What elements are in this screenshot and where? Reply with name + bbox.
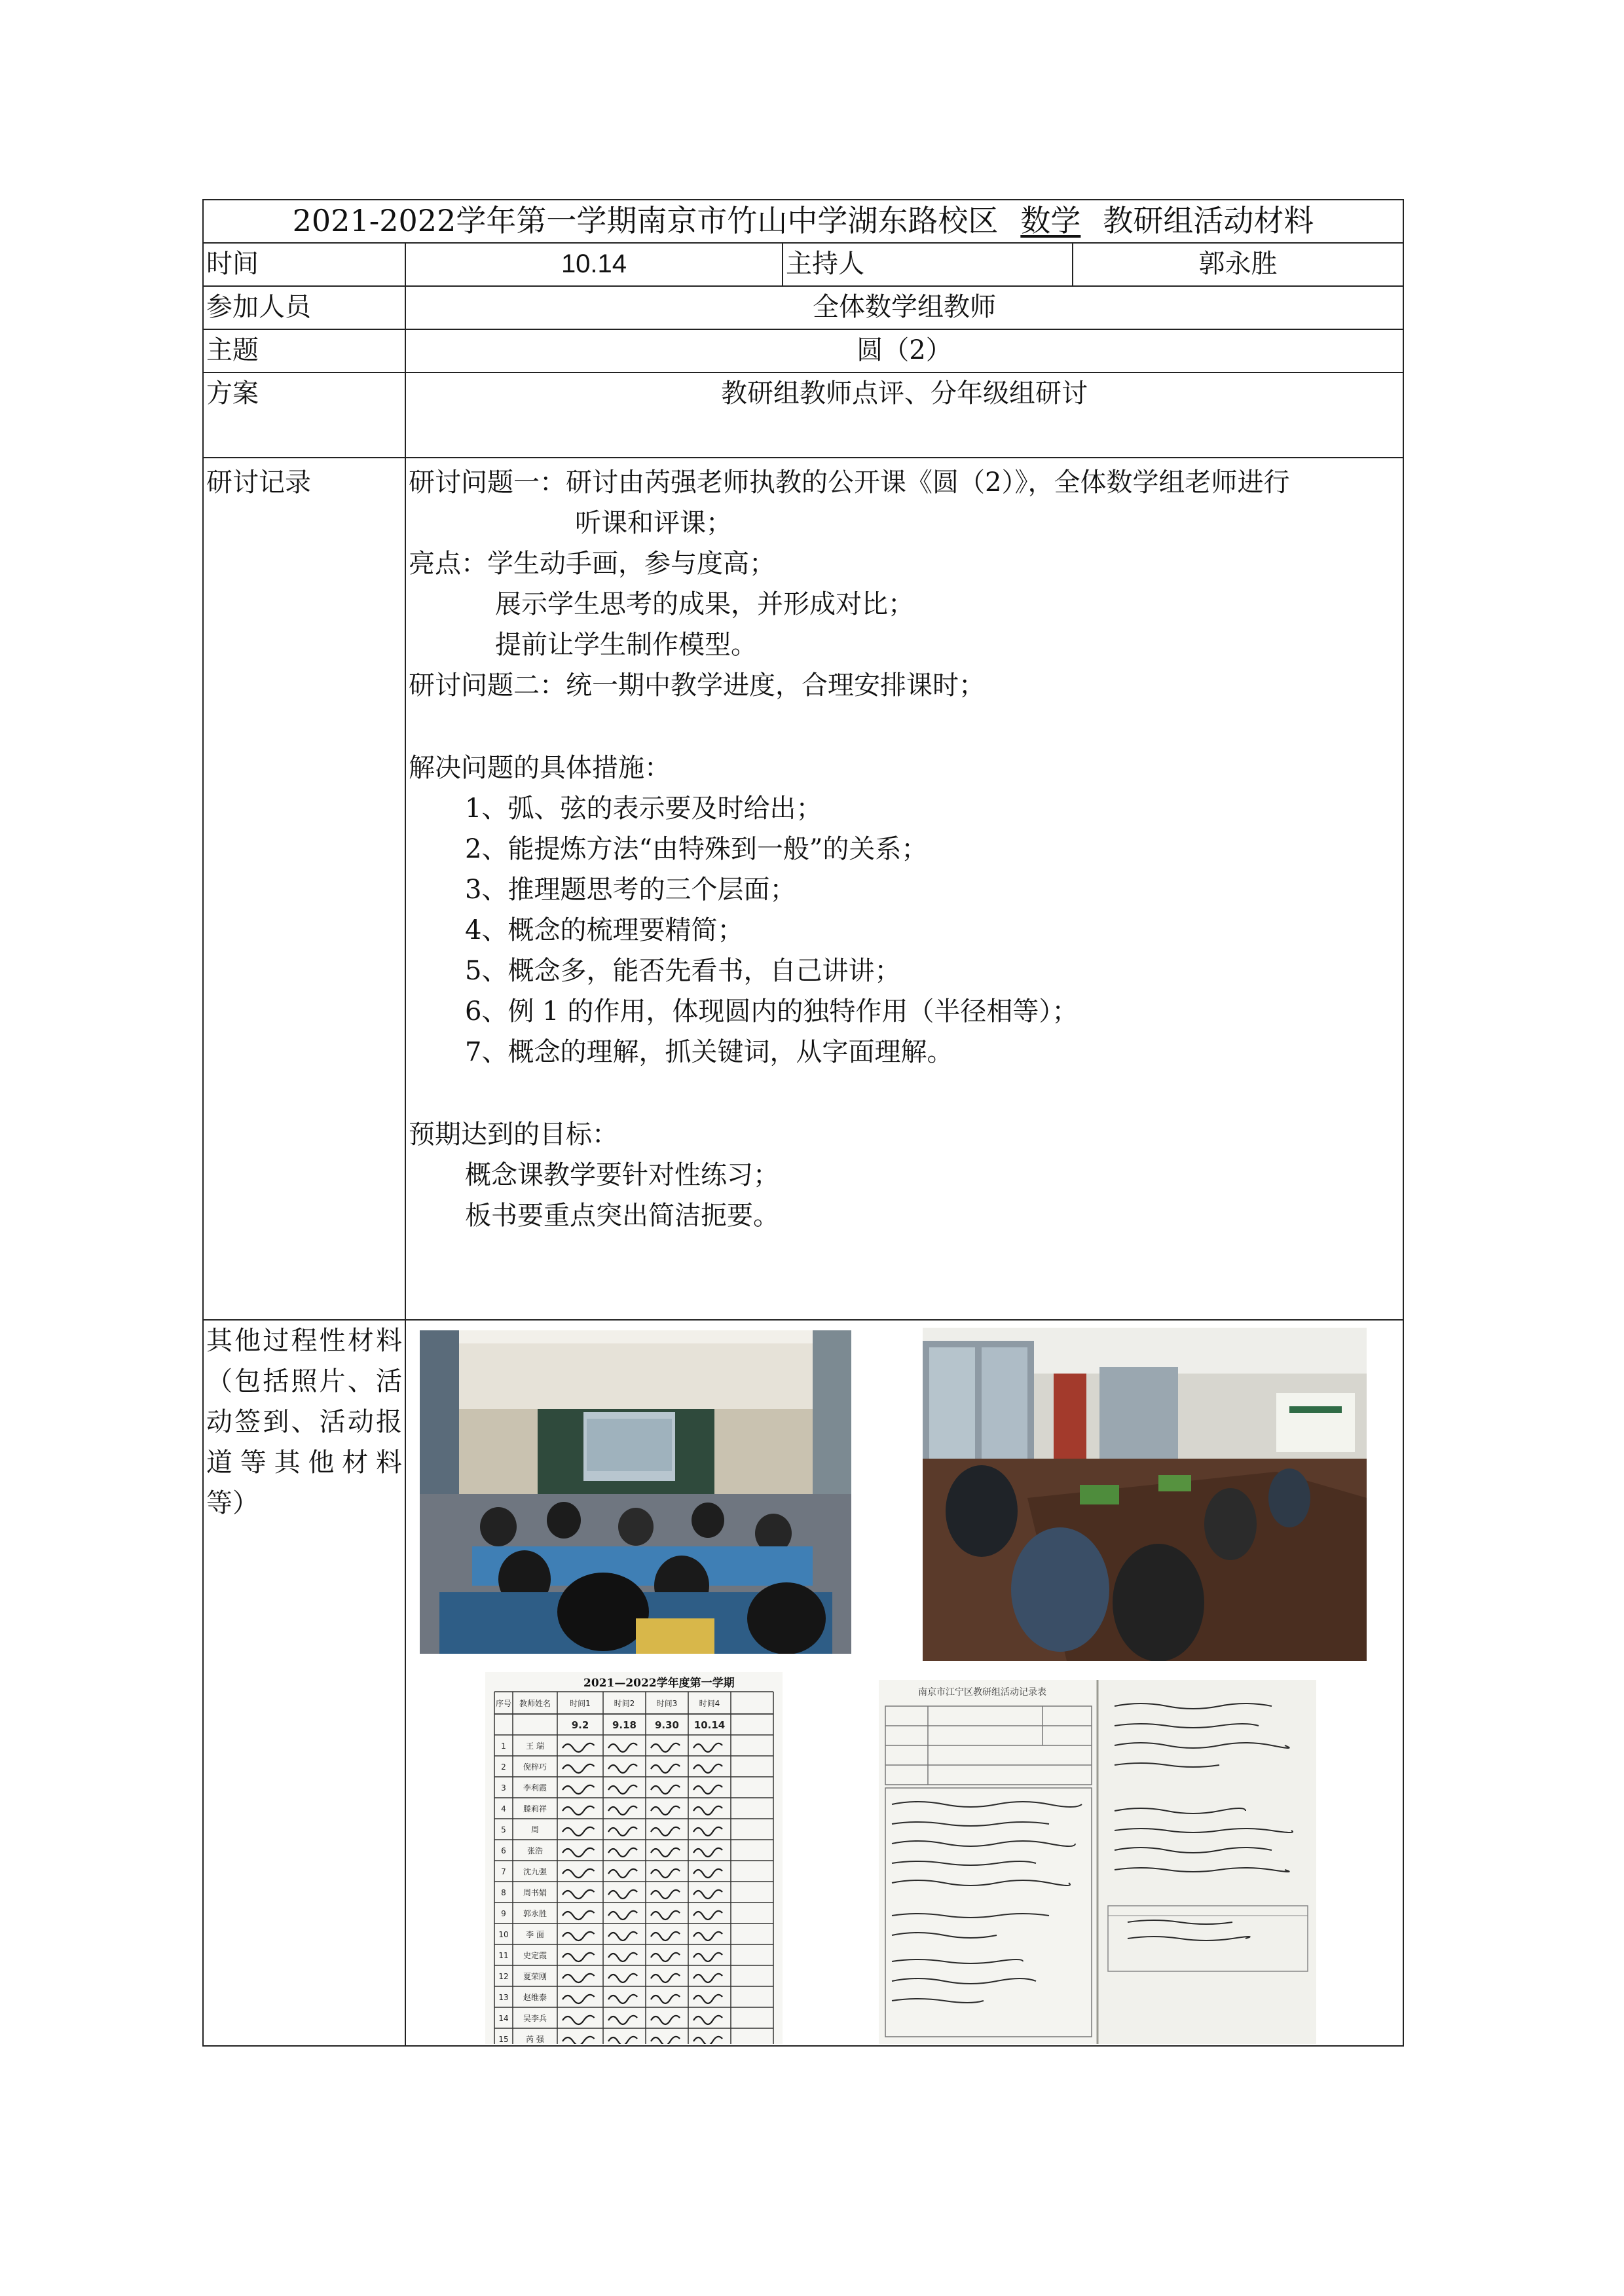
signature-scribble: [608, 2037, 637, 2044]
signin-row-number: 12: [498, 1972, 509, 1981]
signin-teacher-name: 郭永胜: [523, 1909, 547, 1918]
activity-report-photo: [879, 1680, 1316, 2044]
signature-scribble: [563, 1974, 595, 1982]
issue-one-line2: 听课和评课；: [575, 508, 732, 538]
signin-row-number: 7: [501, 1867, 506, 1876]
signature-scribble: [608, 1743, 637, 1752]
signature-scribble: [651, 1974, 680, 1982]
signature-scribble: [651, 2037, 680, 2044]
signature-scribble: [693, 1890, 722, 1899]
meeting-photo: [923, 1328, 1367, 1661]
host-label: 主持人: [783, 243, 1073, 286]
highlight-3: 提前让学生制作模型。: [495, 630, 757, 660]
signin-teacher-name: 夏荣刚: [523, 1972, 547, 1981]
theme-label: 主题: [203, 329, 405, 373]
signature-scribble: [608, 1911, 637, 1920]
signature-scribble: [693, 1806, 722, 1815]
signature-scribble: [651, 1848, 680, 1857]
measure-item: 2、能提炼方法“由特殊到一般”的关系；: [465, 834, 928, 864]
signin-col-header: 时间2: [614, 1699, 635, 1708]
signature-scribble: [651, 1806, 680, 1815]
signature-scribble: [563, 1869, 595, 1878]
goal-item: 板书要重点突出简洁扼要。: [465, 1201, 779, 1231]
signin-date: 9.2: [571, 1719, 589, 1731]
signature-scribble: [563, 1995, 595, 2003]
signature-scribble: [563, 1827, 595, 1836]
signature-scribble: [608, 1932, 637, 1941]
signature-scribble: [651, 1785, 680, 1794]
goals-title: 预期达到的目标：: [409, 1120, 618, 1150]
signin-teacher-name: 周: [530, 1825, 540, 1834]
signature-scribble: [563, 2016, 595, 2024]
signature-scribble: [651, 1869, 680, 1878]
signature-scribble: [651, 2016, 680, 2024]
measure-item: 5、概念多，能否先看书，自己讲讲；: [465, 956, 901, 986]
issue-one-line1: 研讨问题一：研讨由芮强老师执教的公开课《圆（2）》，全体数学组老师进行: [409, 467, 1290, 498]
signature-scribble: [608, 1953, 637, 1961]
signature-scribble: [608, 2016, 637, 2024]
signature-scribble: [693, 1932, 722, 1941]
spacer: [409, 706, 1400, 748]
signin-col-header: 时间3: [656, 1699, 678, 1708]
spacer: [409, 1072, 1400, 1114]
photos-cell: [405, 1320, 1403, 2046]
signature-scribble: [608, 1764, 637, 1773]
signature-scribble: [563, 1911, 595, 1920]
signature-scribble: [651, 1890, 680, 1899]
signin-teacher-name: 史定霞: [523, 1951, 547, 1960]
signature-scribble: [608, 1848, 637, 1857]
signature-scribble: [693, 1995, 722, 2003]
signature-scribble: [651, 1953, 680, 1961]
signin-sheet-title: 2021—2022学年度第一学期: [583, 1677, 735, 1690]
signin-teacher-name: 李利霞: [523, 1783, 547, 1793]
signature-scribble: [608, 1995, 637, 2003]
signature-scribble: [608, 1806, 637, 1815]
report-title: 南京市江宁区教研组活动记录表: [918, 1687, 1046, 1698]
theme-value: 圆（2）: [405, 329, 1403, 373]
signin-teacher-name: 芮 强: [526, 2035, 544, 2044]
signin-row-number: 6: [501, 1846, 506, 1855]
signature-scribble: [693, 1764, 722, 1773]
signin-row-number: 13: [498, 1993, 509, 2002]
signin-teacher-name: 吴李兵: [523, 2014, 547, 2023]
signin-col-header: 教师姓名: [519, 1699, 551, 1708]
signin-col-header: 时间1: [570, 1699, 591, 1708]
signin-col-header: 时间4: [699, 1699, 720, 1708]
signature-scribble: [563, 1848, 595, 1857]
signature-scribble: [693, 1848, 722, 1857]
signin-row-number: 1: [501, 1741, 506, 1751]
signature-scribble: [563, 1932, 595, 1941]
signature-scribble: [563, 1806, 595, 1815]
signin-row-number: 14: [498, 2014, 509, 2023]
signin-col-header: 序号: [495, 1699, 512, 1708]
signin-row-number: 9: [501, 1909, 506, 1918]
signin-row-number: 8: [501, 1888, 506, 1897]
signature-scribble: [693, 1953, 722, 1961]
signin-row-number: 11: [498, 1951, 509, 1960]
highlight-1: 亮点：学生动手画，参与度高；: [409, 549, 775, 579]
signature-scribble: [563, 1953, 595, 1961]
classroom-photo: [420, 1330, 851, 1654]
signature-scribble: [563, 1890, 595, 1899]
signature-scribble: [608, 1890, 637, 1899]
signin-teacher-name: 周书娟: [523, 1888, 547, 1897]
record-label: 研讨记录: [203, 458, 405, 1320]
measure-item: 7、概念的理解，抓关键词，从字面理解。: [465, 1037, 953, 1067]
plan-value: 教研组教师点评、分年级组研讨: [405, 373, 1403, 458]
time-value: 10.14: [405, 243, 783, 286]
signature-scribble: [693, 1974, 722, 1982]
document-title: [203, 200, 1403, 243]
signature-scribble: [651, 1764, 680, 1773]
signin-teacher-name: 王 瑞: [526, 1741, 544, 1751]
signature-scribble: [563, 1785, 595, 1794]
record-content: [405, 458, 1403, 1320]
issue-two: 研讨问题二：统一期中教学进度，合理安排课时；: [409, 670, 985, 701]
highlight-2: 展示学生思考的成果，并形成对比；: [495, 589, 914, 619]
signature-scribble: [651, 1911, 680, 1920]
subject-name: 数学: [1020, 203, 1081, 238]
time-label: 时间: [203, 243, 405, 286]
participants-label: 参加人员: [203, 286, 405, 329]
signin-teacher-name: 倪梓巧: [523, 1762, 547, 1772]
measure-item: 6、例 1 的作用，体现圆内的独特作用（半径相等）；: [465, 996, 1079, 1027]
title-prefix: 2021-2022学年第一学期南京市竹山中学湖东路校区: [292, 203, 999, 238]
measure-item: 1、弧、弦的表示要及时给出；: [465, 793, 822, 824]
signin-row-number: 4: [501, 1804, 506, 1813]
other-materials-label: 其他过程性材料（包括照片、活动签到、活动报道等其他材料等）: [203, 1320, 405, 2046]
signin-date: 9.30: [654, 1719, 680, 1731]
signature-scribble: [608, 1785, 637, 1794]
signin-row-number: 5: [501, 1825, 506, 1834]
activity-record-table: [202, 199, 1404, 2047]
signature-scribble: [608, 1869, 637, 1878]
measure-item: 3、推理题思考的三个层面；: [465, 875, 796, 905]
signin-teacher-name: 张浩: [526, 1846, 544, 1855]
signature-scribble: [563, 2037, 595, 2044]
goal-item: 概念课教学要针对性练习；: [465, 1160, 779, 1190]
signin-date: 9.18: [612, 1719, 637, 1731]
signin-sheet-grid: [485, 1672, 783, 2044]
measure-item: 4、概念的梳理要精简；: [465, 915, 744, 945]
signature-scribble: [651, 1995, 680, 2003]
signature-scribble: [608, 1827, 637, 1836]
signature-scribble: [651, 1827, 680, 1836]
title-suffix: 教研组活动材料: [1103, 203, 1314, 238]
signature-scribble: [693, 2037, 722, 2044]
signature-scribble: [693, 1785, 722, 1794]
signin-teacher-name: 滕莉祥: [523, 1804, 547, 1813]
signin-row-number: 15: [498, 2035, 509, 2044]
signin-row-number: 2: [501, 1762, 506, 1772]
signin-teacher-name: 赵维泰: [523, 1993, 547, 2002]
signature-scribble: [651, 1743, 680, 1752]
signin-teacher-name: 李 面: [526, 1930, 544, 1939]
participants-value: 全体数学组教师: [405, 286, 1403, 329]
measures-title: 解决问题的具体措施：: [409, 753, 671, 783]
signature-scribble: [693, 1827, 722, 1836]
plan-label: 方案: [203, 373, 405, 458]
host-value: 郭永胜: [1073, 243, 1403, 286]
signin-row-number: 3: [501, 1783, 506, 1793]
signature-scribble: [563, 1743, 595, 1752]
signin-row-number: 10: [498, 1930, 509, 1939]
signin-teacher-name: 沈九强: [523, 1867, 547, 1876]
signature-scribble: [693, 1743, 722, 1752]
signature-scribble: [693, 2016, 722, 2024]
signature-scribble: [693, 1869, 722, 1878]
signature-scribble: [608, 1974, 637, 1982]
signin-sheet-photo: [485, 1672, 783, 2044]
signature-scribble: [651, 1932, 680, 1941]
signature-scribble: [563, 1764, 595, 1773]
signature-scribble: [693, 1911, 722, 1920]
signin-date: 10.14: [693, 1719, 726, 1731]
